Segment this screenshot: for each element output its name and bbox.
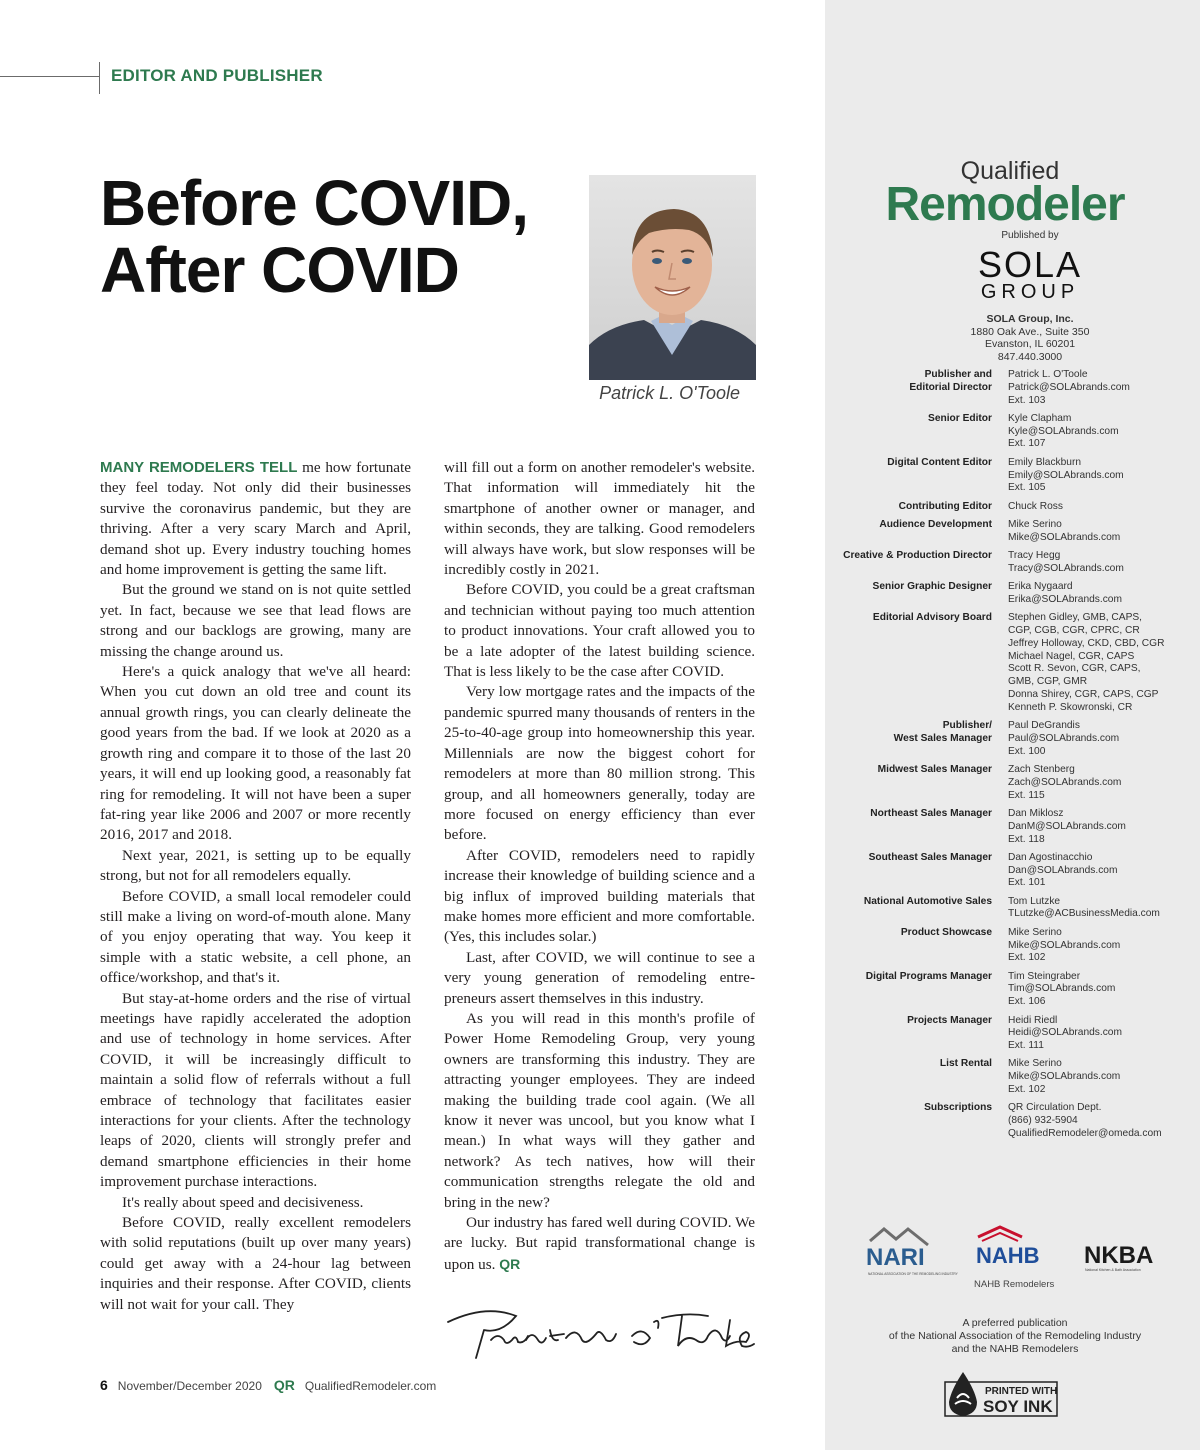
- publisher-logo: SOLA GROUP: [977, 244, 1083, 303]
- article-paragraph: Before COVID, you could be a great craftsman and technician without paying too much attention to product innovations. Your craft allowed you to be a late adopter of the latest building science. That is less likely to be the case after COVID.: [444, 581, 755, 681]
- staff-contact: Kyle Clapham Kyle@SOLAbrands.com Ext. 107: [1008, 412, 1119, 450]
- page-number: 6: [100, 1377, 108, 1393]
- nahb-logo: [974, 1227, 1054, 1290]
- staff-role: Southeast Sales Manager: [868, 851, 992, 863]
- headline-line-2: After COVID: [100, 234, 459, 306]
- staff-entry: [830, 612, 1195, 714]
- article-paragraph: Next year, 2021, is setting up to be equally strong, but not for all remodelers equally.: [100, 846, 411, 885]
- staff-role: Creative & Production Director: [843, 550, 992, 562]
- footer-site: QualifiedRemodeler.com: [304, 1379, 437, 1393]
- staff-contact: Mike Serino Mike@SOLAbrands.com Ext. 102: [1008, 1058, 1121, 1096]
- staff-entry: [830, 720, 1195, 758]
- magazine-logo: [860, 157, 1150, 231]
- issue-date: November/December 2020: [117, 1379, 262, 1393]
- staff-contact: Stephen Gidley, GMB, CAPS, CGP, CGB, CGR, CPRC, CR Jeffrey Holloway, CKD, CBD, CGR Michael Nagel, CGR, CAPS Scott R. Sevon, CGR, CAPS, GMB, CGP, GMR Donna Shirey, CGR, CAPS, CGP Kenneth P. Skowronski, CR: [1008, 612, 1165, 713]
- svg-text:NAHB Remodelers: NAHB Remodelers: [974, 1279, 1055, 1290]
- staff-contact: Paul DeGrandis Paul@SOLAbrands.com Ext. 100: [1008, 720, 1120, 757]
- staff-entry: [830, 808, 1195, 846]
- published-by: Published by: [1001, 230, 1059, 241]
- staff-entry: [830, 971, 1195, 1009]
- staff-entry: [830, 501, 1195, 514]
- svg-text:National Kitchen & Bath Associ: National Kitchen & Bath Association: [1085, 1268, 1141, 1272]
- staff-role: List Rental: [939, 1058, 992, 1070]
- staff-contact: Heidi Riedl Heidi@SOLAbrands.com Ext. 111: [1008, 1014, 1122, 1052]
- staff-entry: [830, 369, 1195, 407]
- staff-contact: Tim Steingraber Tim@SOLAbrands.com Ext. 106: [1008, 970, 1116, 1008]
- staff-entry: [830, 457, 1195, 495]
- svg-text:NAHB: NAHB: [976, 1243, 1040, 1268]
- section-label: EDITOR AND PUBLISHER: [111, 66, 323, 85]
- staff-role: Subscriptions: [924, 1102, 992, 1114]
- article-column-2: [444, 458, 755, 1275]
- staff-contact: Mike Serino Mike@SOLAbrands.com: [1008, 518, 1121, 543]
- article-paragraph: After COVID, remodelers need to rapidly increase their knowledge of building science and a big influx of improved building materials that make homes more efficient and more comfortable. (Yes, this includes solar.): [444, 846, 755, 946]
- staff-contact: QR Circulation Dept. (866) 932-5904 QualifiedRemodeler@omeda.com: [1008, 1102, 1162, 1139]
- staff-role: Digital Programs Manager: [865, 970, 992, 982]
- svg-text:NKBA: NKBA: [1084, 1242, 1154, 1269]
- nari-logo: [866, 1229, 959, 1276]
- staff-contact: Tracy Hegg Tracy@SOLAbrands.com: [1008, 550, 1124, 574]
- logo-main-word: Remodeler: [885, 178, 1125, 231]
- logo-top-word: Qualified: [960, 157, 1060, 185]
- staff-role: Product Showcase: [900, 926, 992, 938]
- publisher-address: SOLA Group, Inc. 1880 Oak Ave., Suite 350 Evanston, IL 60201 847.440.3000: [970, 313, 1090, 363]
- article-column-1: [100, 458, 411, 1315]
- svg-text:NARI: NARI: [866, 1244, 925, 1271]
- article-paragraph: Here's a quick analogy that we've all heard: When you cut down an old tree and count its annual growth rings, you can clearly delineate the good years from the bad. If we look at 2020 as a growth ring and compare it to those of the last 20 years, it will end up looking good, a reasonably fat ring for remodeling. It will not have been a super fat-ring year like 2006 and 2007 or more recently 2016, 2017 and 2018.: [100, 663, 411, 844]
- staff-entry: [830, 581, 1195, 607]
- page-footer: [100, 1377, 436, 1393]
- staff-role: National Automotive Sales: [863, 895, 992, 907]
- headline: [100, 167, 580, 306]
- staff-role: Midwest Sales Manager: [877, 764, 992, 776]
- staff-contact: Zach Stenberg Zach@SOLAbrands.com Ext. 115: [1008, 764, 1122, 801]
- staff-entry: [830, 519, 1195, 545]
- staff-role: Projects Manager: [907, 1014, 992, 1026]
- article-paragraph: MANY REMODELERS TELL me how fortunate they feel today. Not only did their businesses survive the coronavirus pandemic, but they are thriving. After a very scary March and April, demand shot up. Every industry touching homes and home improvement is getting the same lift.: [100, 459, 411, 579]
- article-paragraph: Our industry has fared well during COVID. We are lucky. But rapid transformational change is upon us. QR: [444, 1214, 755, 1273]
- article-paragraph: But the ground we stand on is not quite settled yet. In fact, because we see that lead flows are strong and our backlogs are growing, many are missing the change around us.: [100, 581, 411, 660]
- article-paragraph: Before COVID, a small local remodeler could still make a living on word-of-mouth alone. Many of you enjoy operating that way. You keep it simple with a static website, a cell phone, an office/workshop, and that's it.: [100, 887, 411, 987]
- staff-role: Northeast Sales Manager: [870, 807, 992, 819]
- svg-text:PRINTED WITH: PRINTED WITH: [985, 1386, 1058, 1397]
- staff-entry: [830, 852, 1195, 890]
- staff-role: Senior Graphic Designer: [872, 581, 992, 593]
- headline-line-1: Before COVID,: [100, 167, 528, 239]
- staff-role: Audience Development: [879, 518, 992, 530]
- staff-entry: [830, 550, 1195, 576]
- staff-entry: [830, 896, 1195, 922]
- staff-directory: [830, 369, 1195, 1146]
- staff-contact: Dan Agostinacchio Dan@SOLAbrands.com Ext. 101: [1008, 851, 1118, 889]
- staff-contact: Patrick L. O'Toole Patrick@SOLAbrands.com Ext. 103: [1008, 369, 1130, 406]
- author-signature: [446, 1300, 756, 1360]
- svg-text:NATIONAL ASSOCIATION OF THE RE: NATIONAL ASSOCIATION OF THE REMODELING INDUSTRY: [868, 1272, 958, 1276]
- article-paragraph: It's really about speed and decisiveness.: [122, 1193, 364, 1211]
- footer-qr-mark: QR: [273, 1377, 295, 1393]
- soy-ink-logo: [943, 1368, 1063, 1420]
- staff-contact: Emily Blackburn Emily@SOLAbrands.com Ext. 105: [1008, 456, 1124, 494]
- staff-entry: [830, 1102, 1195, 1140]
- staff-contact: Erika Nygaard Erika@SOLAbrands.com: [1008, 581, 1122, 605]
- qr-end-mark: QR: [499, 1255, 521, 1272]
- article-paragraph: But stay-at-home orders and the rise of virtual meetings have rapidly accelerated the adoption and use of technology in home services. After COVID, it will be increasingly difficult to maintain a solid flow of referrals without a full embrace of technology that facilitates easier interactions for your clients. After the technology leaps of 2020, clients will strongly prefer and demand smartphone efficiencies in their home improvement purchase interactions.: [100, 989, 411, 1191]
- header-rule-vertical: [99, 62, 100, 94]
- header-rule: [0, 76, 100, 77]
- preferred-publication-note: A preferred publication of the National Association of the Remodeling Industry and the NAHB Remodelers: [888, 1317, 1142, 1355]
- article-paragraph: will fill out a form on another remodeler's website. That information will immediately hit the smartphone of another owner or manager, and within seconds, they are talking. Good remodelers will always have work, but slow responses will be incredibly costly in 2021.: [444, 459, 755, 579]
- staff-entry: [830, 927, 1195, 965]
- staff-entry: [830, 1015, 1195, 1053]
- staff-entry: [830, 764, 1195, 802]
- staff-contact: Tom Lutzke TLutzke@ACBusinessMedia.com: [1008, 895, 1160, 920]
- article-paragraph: Very low mortgage rates and the impacts of the pandemic spurred many thousands of renters in the 25-to-40-age group into homeownership this year. Millennials are now the biggest cohort for remodelers at more than 80 million strong. This group, and all homeowners generally, today are more focused on energy efficiency than ever before.: [444, 683, 755, 844]
- nkba-logo: [1084, 1242, 1153, 1272]
- staff-contact: Mike Serino Mike@SOLAbrands.com Ext. 102: [1008, 926, 1121, 964]
- staff-role: Senior Editor: [928, 412, 992, 424]
- staff-role: Editorial Advisory Board: [872, 612, 992, 624]
- staff-contact: Dan Miklosz DanM@SOLAbrands.com Ext. 118: [1008, 807, 1126, 845]
- photo-caption: Patrick L. O'Toole: [599, 383, 740, 403]
- staff-role: Digital Content Editor: [887, 456, 992, 468]
- svg-text:SOY INK: SOY INK: [983, 1397, 1053, 1416]
- author-photo: [589, 175, 756, 380]
- staff-contact: Chuck Ross: [1008, 500, 1063, 512]
- staff-role: Publisher and Editorial Director: [909, 369, 992, 393]
- article-paragraph: As you will read in this month's profile of Power Home Remodeling Group, very young owners are transforming this industry. They are attracting younger employees. They are indeed making the building trade cool again. (We all know it never was uncool, but you know what I mean.) In what ways will they gather and network? As tech natives, how will their communication strengths relegate the old and bring in the new?: [444, 1009, 755, 1211]
- article-paragraph: Last, after COVID, we will continue to see a very young generation of remodeling entrepreneurs assert themselves in this industry.: [444, 948, 755, 1007]
- staff-role: Publisher/ West Sales Manager: [893, 720, 992, 744]
- staff-role: Contributing Editor: [898, 500, 992, 512]
- association-logos: [862, 1225, 1167, 1295]
- staff-entry: [830, 413, 1195, 451]
- staff-entry: [830, 1058, 1195, 1096]
- article-paragraph: Before COVID, really excellent remodelers with solid reputations (built up over many years) could get away with a 24-hour lag between inquiries and their response. After COVID, clients will not wait for your call. They: [100, 1214, 411, 1313]
- lead-in: MANY REMODELERS TELL: [100, 459, 298, 476]
